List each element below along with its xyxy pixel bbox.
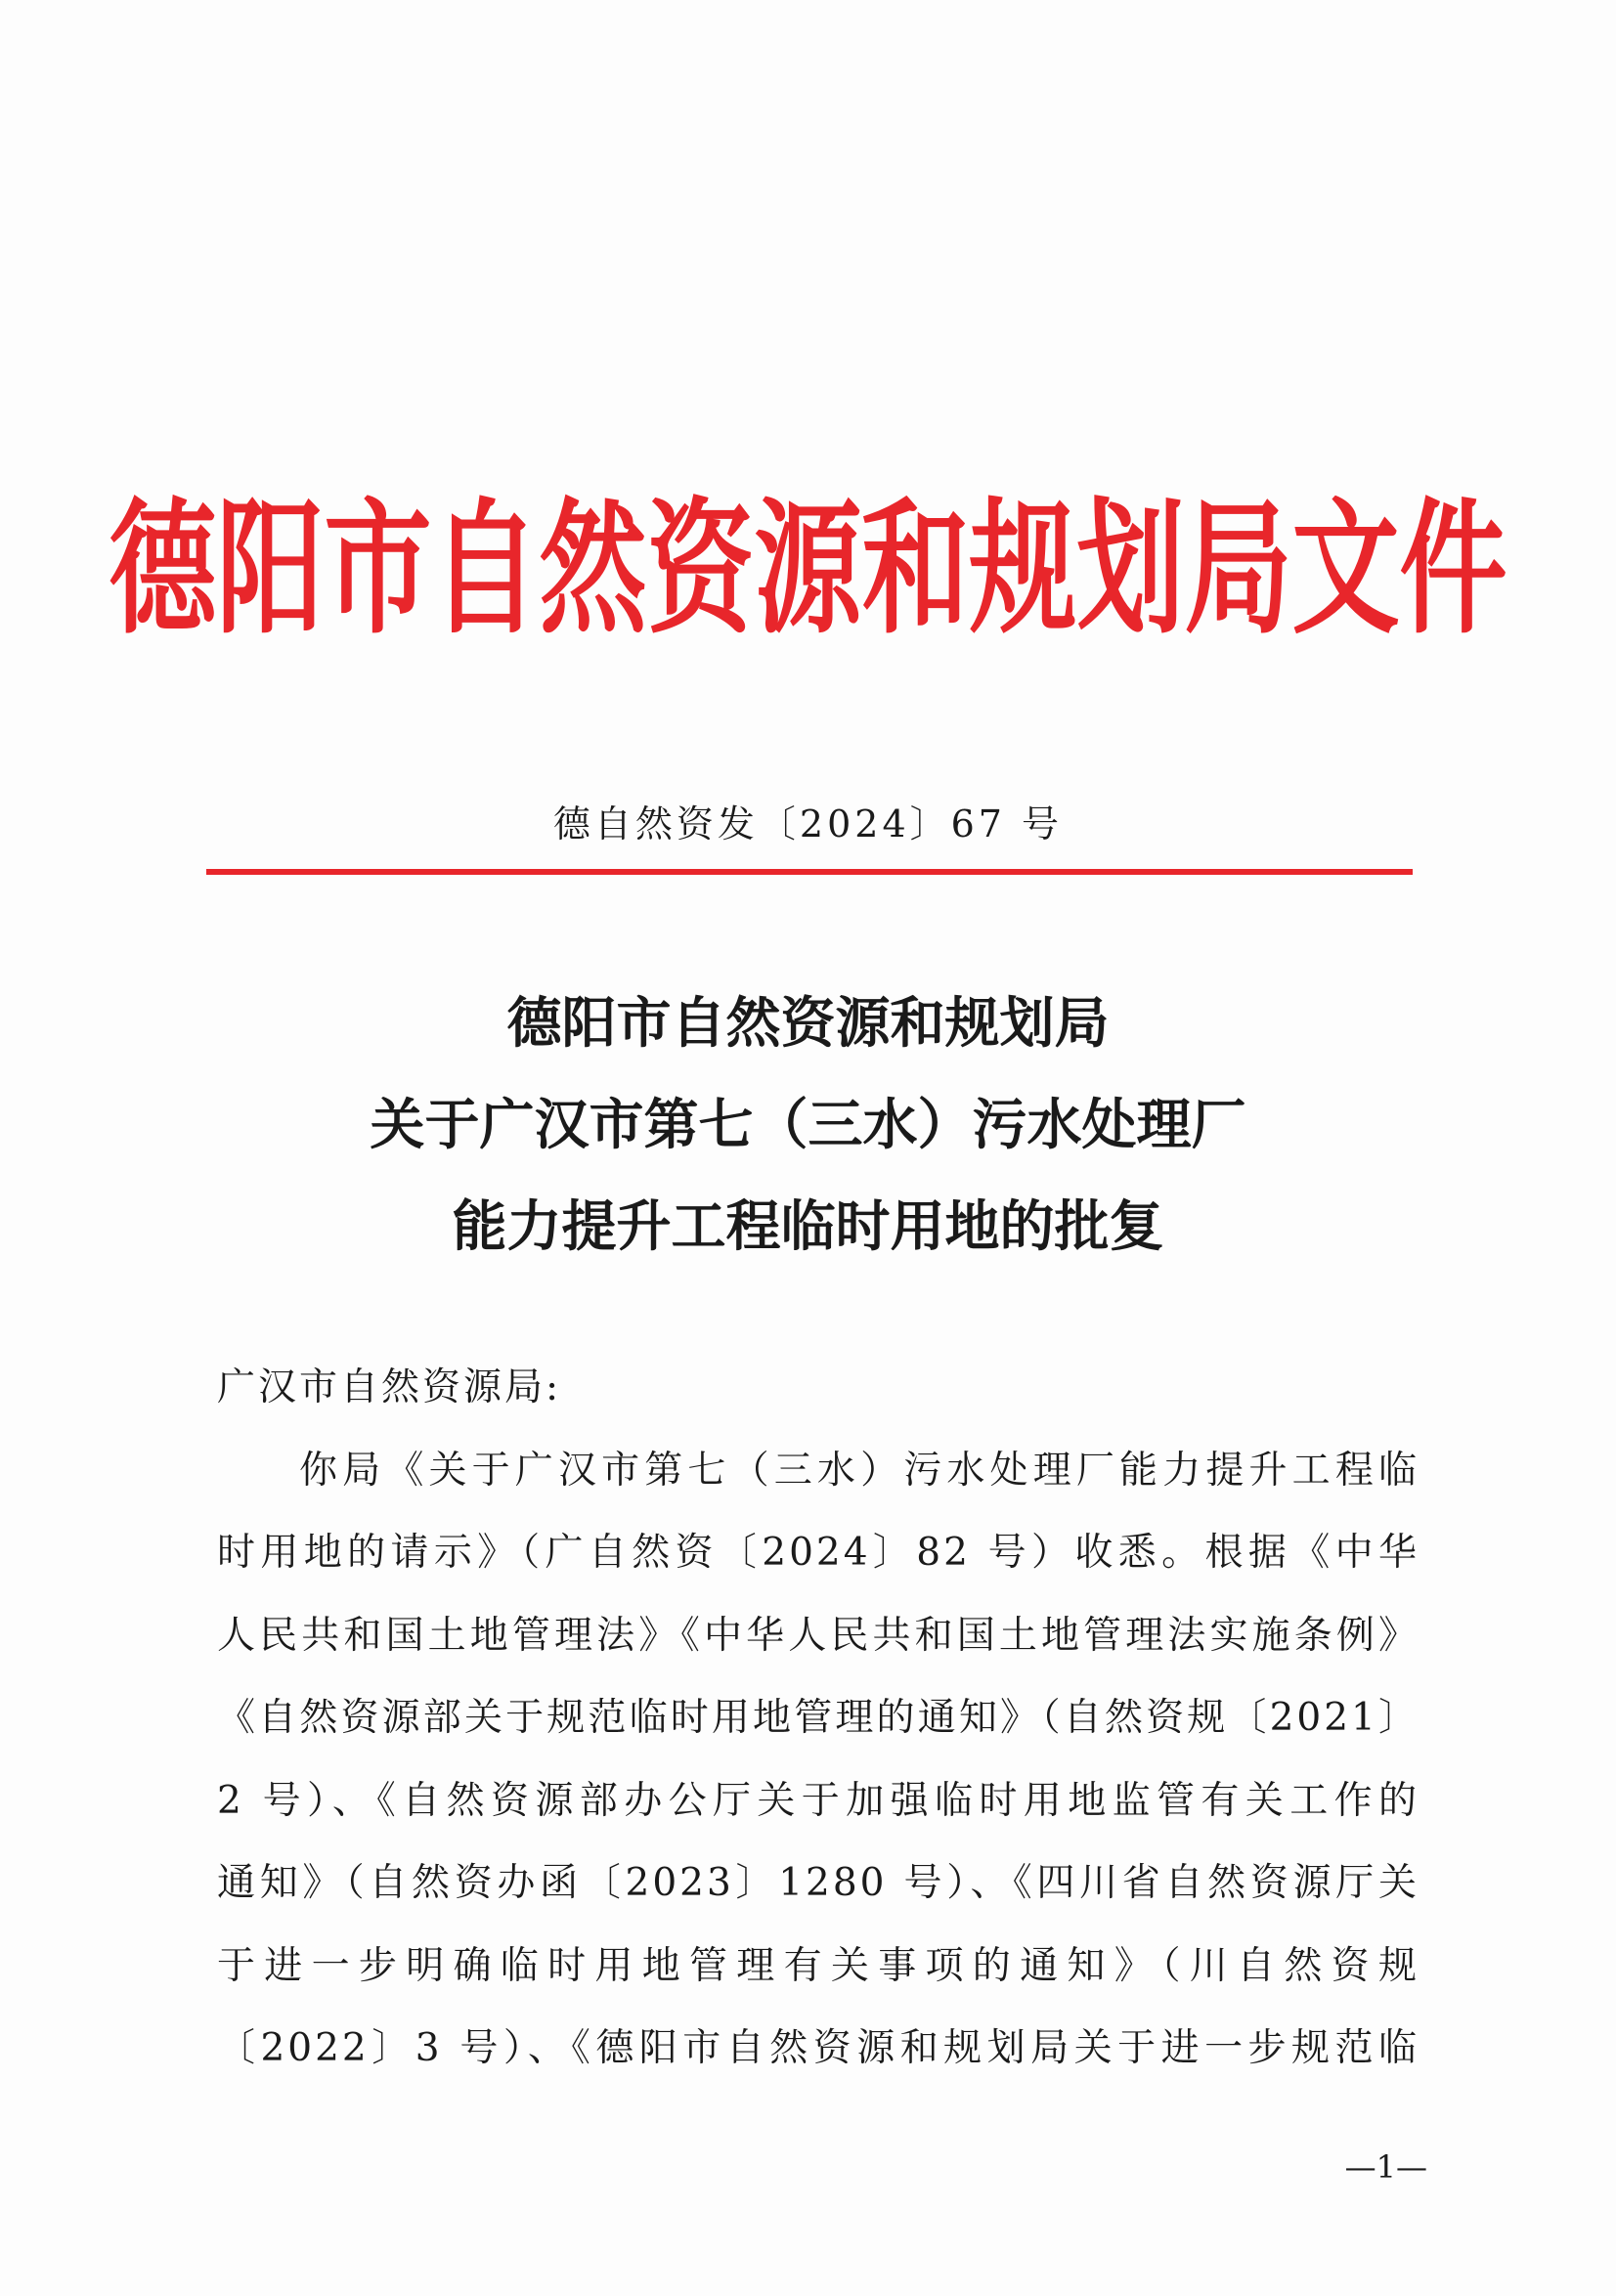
body-line-2: 时用地的请示》（广自然资〔2024〕82 号）收悉。根据《中华 bbox=[217, 1531, 1419, 1575]
body-line-5: 2 号）、《自然资源部办公厅关于加强临时用地监管有关工作的 bbox=[217, 1778, 1419, 1823]
body-line-7: 于进一步明确临时用地管理有关事项的通知》（川自然资规 bbox=[217, 1943, 1419, 1988]
page-number: —1— bbox=[1344, 2148, 1427, 2186]
body-line-8: 〔2022〕3 号）、《德阳市自然资源和规划局关于进一步规范临 bbox=[217, 2026, 1419, 2070]
title-line-1: 德阳市自然资源和规划局 bbox=[506, 991, 1110, 1056]
title-line-3: 能力提升工程临时用地的批复 bbox=[452, 1194, 1164, 1259]
body-line-6: 通知》（自然资办函〔2023〕1280 号）、《四川省自然资源厅关 bbox=[217, 1861, 1419, 1905]
body-line-4: 《自然资源部关于规范临时用地管理的通知》（自然资规〔2021〕 bbox=[217, 1696, 1419, 1740]
title-line-2: 关于广汉市第七（三水）污水处理厂 bbox=[370, 1093, 1246, 1157]
document-number: 德自然资发〔2024〕67 号 bbox=[552, 802, 1064, 845]
masthead-title: 德阳市自然资源和规划局文件 bbox=[109, 484, 1507, 654]
red-divider-line bbox=[206, 869, 1413, 875]
addressee: 广汉市自然资源局: bbox=[217, 1365, 562, 1409]
body-line-1: 你局《关于广汉市第七（三水）污水处理厂能力提升工程临 bbox=[299, 1448, 1419, 1493]
document-title bbox=[0, 973, 1616, 1278]
body-line-3: 人民共和国土地管理法》《中华人民共和国土地管理法实施条例》 bbox=[217, 1613, 1419, 1658]
document-body bbox=[217, 1347, 1419, 2091]
